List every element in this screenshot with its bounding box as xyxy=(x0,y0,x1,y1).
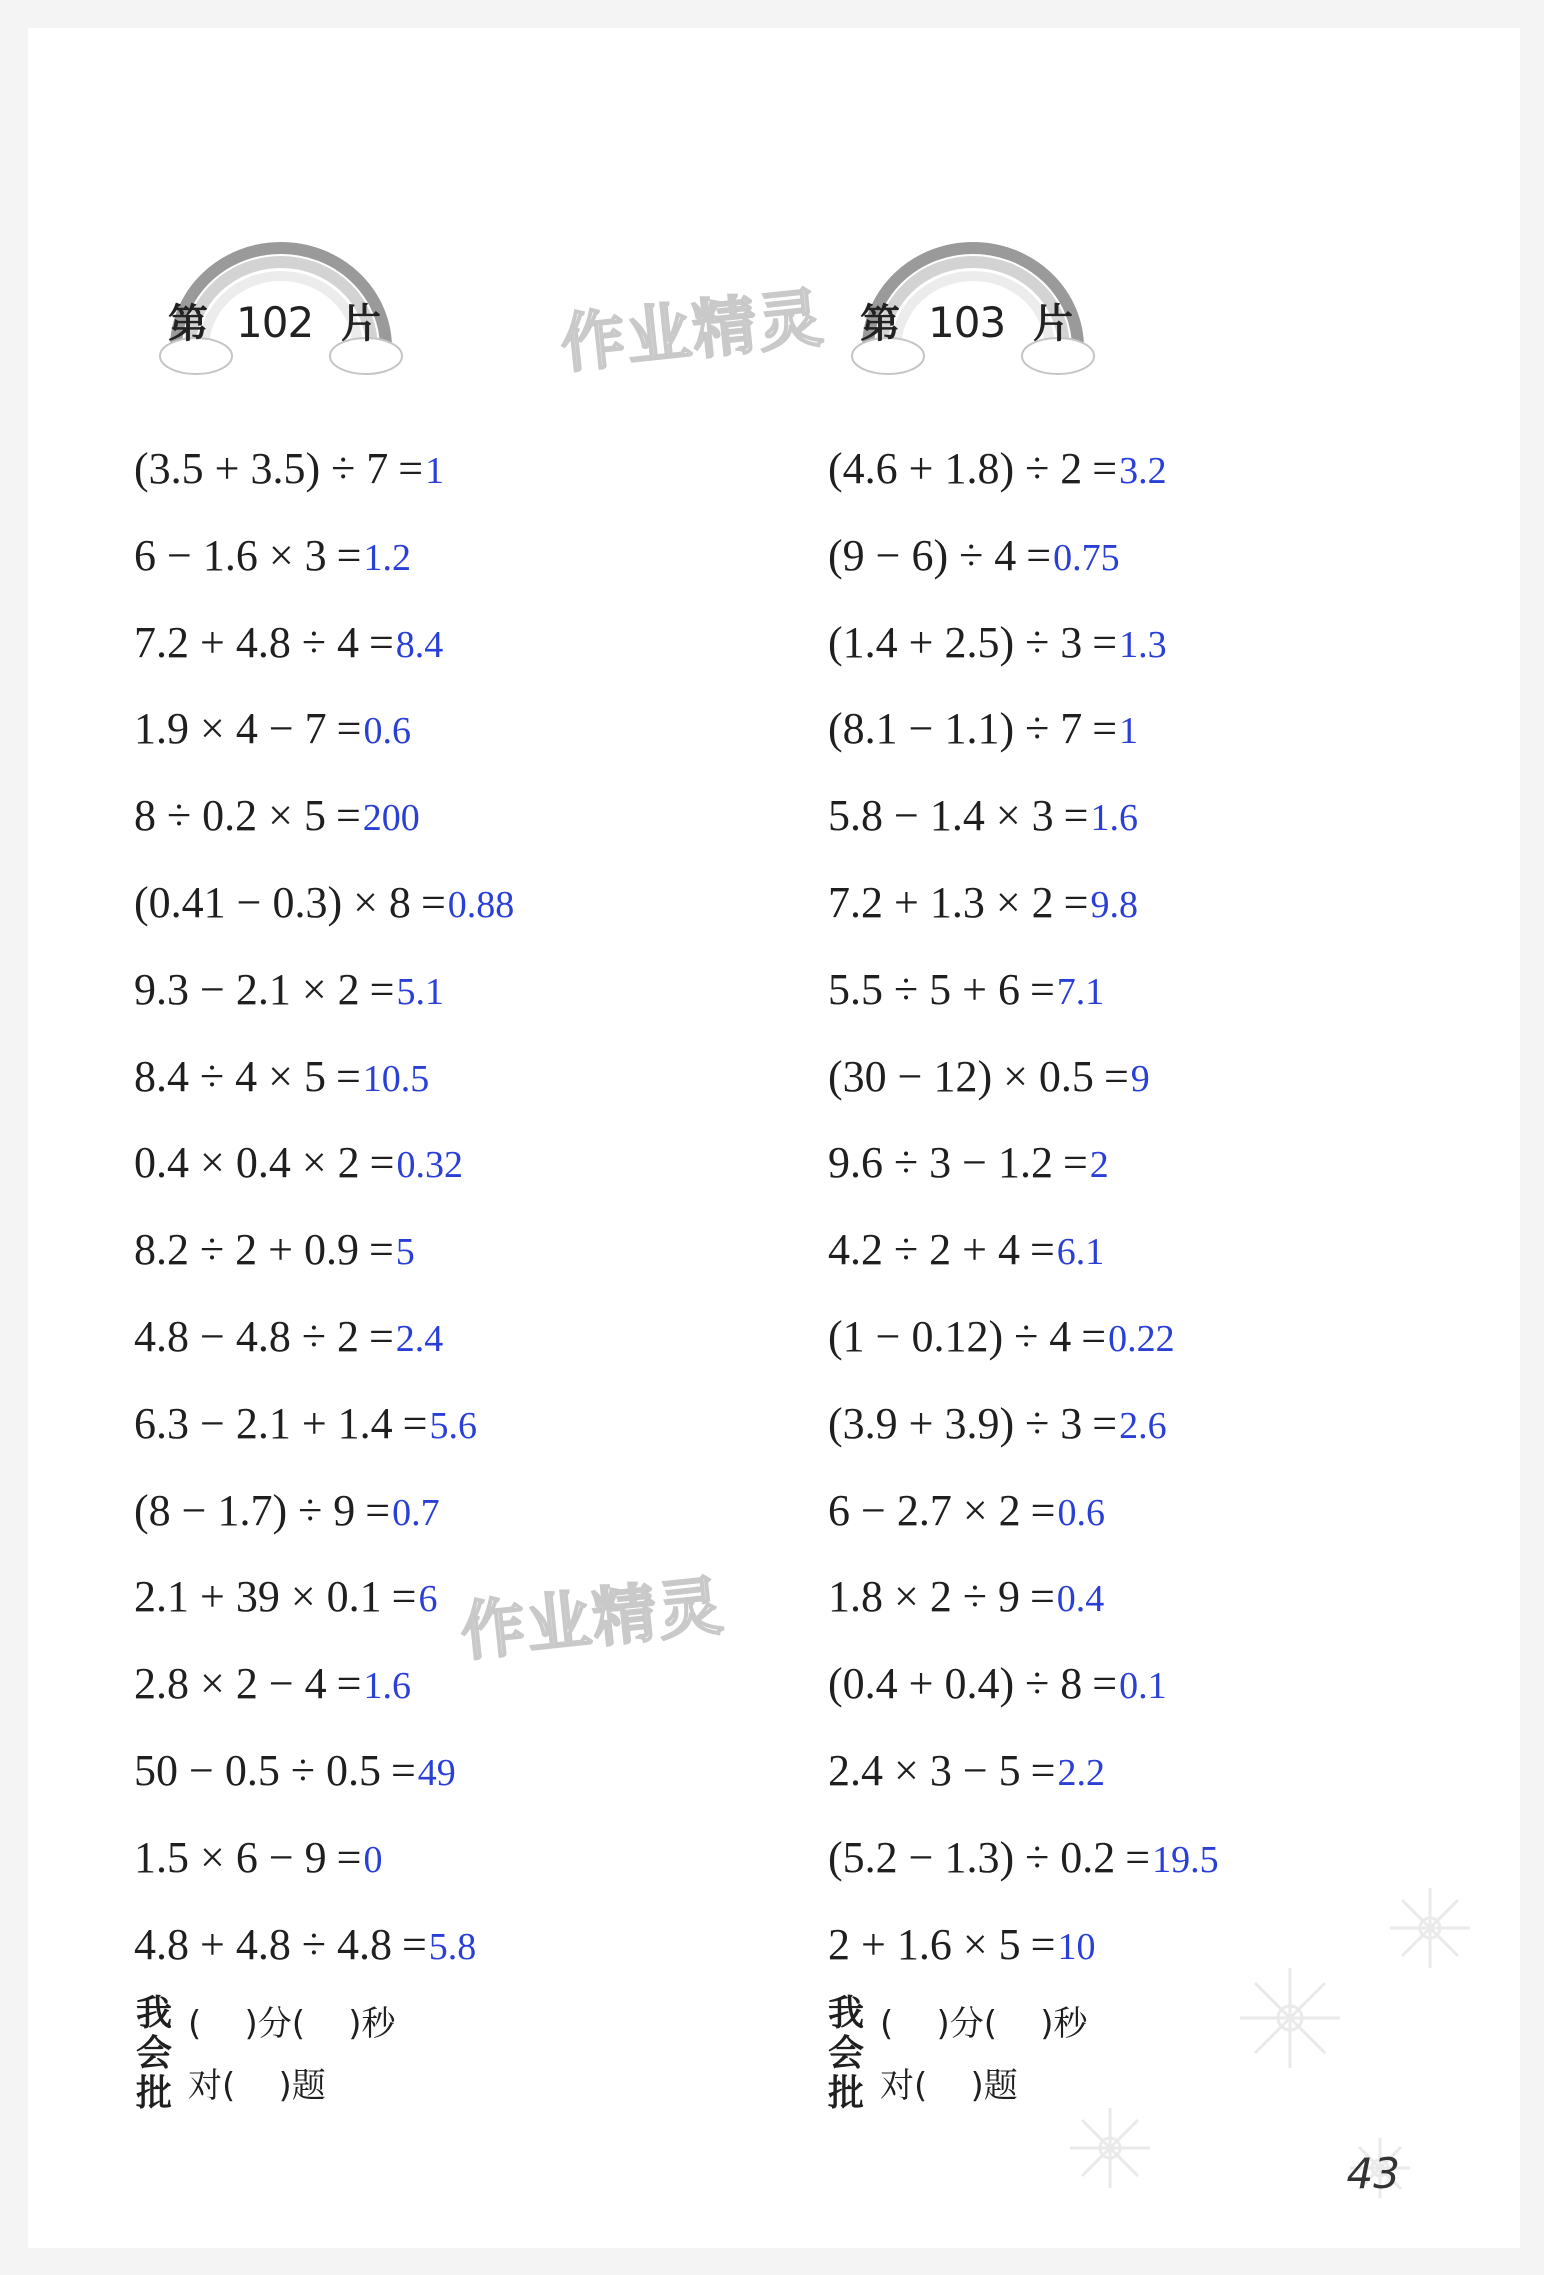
exercise-row xyxy=(828,1728,1219,1815)
equals-sign: = xyxy=(1103,1051,1129,1101)
exercise-row xyxy=(828,513,1219,600)
expression: (3.9 + 3.9) ÷ 3 xyxy=(828,1398,1083,1448)
exercise-row xyxy=(134,1902,514,1989)
review-label-char: 我 xyxy=(828,1993,865,2034)
page-number: 43 xyxy=(1346,2149,1400,2198)
review-label-char: 批 xyxy=(828,2073,865,2114)
equals-sign: = xyxy=(1092,1398,1118,1448)
answer: 2.4 xyxy=(395,1317,444,1360)
answer: 9.8 xyxy=(1090,883,1138,926)
exercise-row xyxy=(134,1207,514,1294)
answer: 5 xyxy=(395,1231,415,1274)
exercise-row xyxy=(828,600,1219,687)
answer: 9 xyxy=(1130,1057,1150,1100)
correct-count-field: 对( )题 xyxy=(188,2066,326,2106)
answer: 10 xyxy=(1057,1925,1096,1968)
equals-sign: = xyxy=(1092,1659,1118,1709)
equals-sign: = xyxy=(390,1745,416,1795)
exercise-number: 103 xyxy=(928,298,1006,347)
exercise-row xyxy=(134,947,514,1034)
expression: (1.4 + 2.5) ÷ 3 xyxy=(828,617,1083,667)
expression: 2.4 × 3 − 5 xyxy=(828,1745,1021,1795)
review-label-char: 我 xyxy=(136,1993,173,2034)
answer: 1.3 xyxy=(1119,623,1167,666)
answer: 0.75 xyxy=(1053,536,1120,579)
exercise-row xyxy=(134,1728,514,1815)
review-label-char: 批 xyxy=(136,2073,173,2114)
header-prefix: 第 xyxy=(168,301,208,347)
equals-sign: = xyxy=(336,530,362,580)
answer: 5.8 xyxy=(428,1925,477,1968)
equals-sign: = xyxy=(1063,877,1089,927)
exercise-row xyxy=(828,860,1219,947)
equals-sign: = xyxy=(420,877,446,927)
expression: 1.9 × 4 − 7 xyxy=(134,704,327,754)
exercise-row xyxy=(828,426,1219,513)
answer: 2 xyxy=(1089,1144,1109,1187)
exercise-row xyxy=(828,1381,1219,1468)
answer: 1 xyxy=(425,450,445,492)
exercise-number: 102 xyxy=(236,298,314,347)
exercise-row xyxy=(134,1468,514,1555)
expression: 9.6 ÷ 3 − 1.2 xyxy=(828,1138,1053,1188)
expression: (1 − 0.12) ÷ 4 xyxy=(828,1311,1072,1361)
equals-sign: = xyxy=(1029,964,1055,1014)
equals-sign: = xyxy=(1092,704,1118,754)
correct-count-field: 对( )题 xyxy=(880,2066,1018,2106)
equals-sign: = xyxy=(1030,1485,1056,1535)
header-prefix: 第 xyxy=(860,301,900,347)
expression: 2.8 × 2 − 4 xyxy=(134,1659,327,1709)
answer: 0.22 xyxy=(1108,1317,1175,1360)
answer: 0.4 xyxy=(1056,1578,1105,1621)
equals-sign: = xyxy=(1062,1138,1088,1188)
answer: 5.1 xyxy=(396,970,444,1013)
answer: 7.1 xyxy=(1056,970,1105,1013)
answer: 0.1 xyxy=(1119,1665,1167,1708)
exercise-row xyxy=(828,1554,1219,1641)
equals-sign: = xyxy=(369,964,395,1014)
exercise-row xyxy=(134,860,514,947)
expression: (5.2 − 1.3) ÷ 0.2 xyxy=(828,1832,1116,1882)
expression: 8.2 ÷ 2 + 0.9 xyxy=(134,1225,359,1275)
equals-sign: = xyxy=(401,1919,427,1969)
equals-sign: = xyxy=(1092,617,1118,667)
review-label-char: 会 xyxy=(828,2033,865,2074)
expression: 4.8 + 4.8 ÷ 4.8 xyxy=(134,1919,392,1969)
answer: 1.6 xyxy=(363,1665,411,1708)
answer: 3.2 xyxy=(1119,450,1167,492)
expression: 5.5 ÷ 5 + 6 xyxy=(828,964,1020,1014)
watermark-top: 作业精灵 xyxy=(557,281,828,383)
expression: 8.4 ÷ 4 × 5 xyxy=(134,1051,326,1101)
expression: (0.41 − 0.3) × 8 xyxy=(134,877,411,927)
answer: 8.4 xyxy=(395,623,444,666)
answer: 0.6 xyxy=(1057,1491,1105,1534)
expression: 6.3 − 2.1 + 1.4 xyxy=(134,1398,393,1448)
expression: 7.2 + 4.8 ÷ 4 xyxy=(134,617,359,667)
answer: 200 xyxy=(362,797,420,840)
header-suffix: 片 xyxy=(1033,301,1074,347)
expression: (8 − 1.7) ÷ 9 xyxy=(134,1485,356,1535)
answer: 5.6 xyxy=(429,1404,477,1447)
review-label xyxy=(828,1994,868,2114)
answer: 6.1 xyxy=(1056,1231,1105,1274)
exercise-row xyxy=(134,1294,514,1381)
equals-sign: = xyxy=(365,1485,391,1535)
exercise-row xyxy=(134,1034,514,1121)
equals-sign: = xyxy=(368,617,394,667)
equals-sign: = xyxy=(1026,530,1052,580)
exercise-row xyxy=(828,686,1219,773)
exercise-row xyxy=(828,947,1219,1034)
expression: (30 − 12) × 0.5 xyxy=(828,1051,1094,1101)
expression: 50 − 0.5 ÷ 0.5 xyxy=(134,1745,381,1795)
answer: 10.5 xyxy=(362,1057,430,1100)
answer: 0 xyxy=(363,1838,383,1881)
exercise-row xyxy=(134,1120,514,1207)
exercise-row xyxy=(134,686,514,773)
expression: 2 + 1.6 × 5 xyxy=(828,1919,1021,1969)
exercise-row xyxy=(134,426,514,513)
exercise-row xyxy=(134,600,514,687)
equals-sign: = xyxy=(1092,444,1118,493)
exercise-row xyxy=(134,1815,514,1902)
equals-sign: = xyxy=(368,1225,394,1275)
equals-sign: = xyxy=(398,444,424,493)
equals-sign: = xyxy=(336,1659,362,1709)
equals-sign: = xyxy=(368,1311,394,1361)
answer: 6 xyxy=(418,1578,438,1621)
flower-decoration xyxy=(960,1868,1520,2248)
expression: 4.8 − 4.8 ÷ 2 xyxy=(134,1311,359,1361)
equals-sign: = xyxy=(1030,1745,1056,1795)
exercise-row xyxy=(828,1120,1219,1207)
answer: 0.7 xyxy=(392,1491,440,1534)
answer: 19.5 xyxy=(1152,1838,1219,1881)
exercise-row xyxy=(828,1207,1219,1294)
equals-sign: = xyxy=(1029,1572,1055,1622)
answer: 0.32 xyxy=(396,1144,463,1187)
exercise-row xyxy=(134,1641,514,1728)
equals-sign: = xyxy=(1030,1919,1056,1969)
equals-sign: = xyxy=(336,1832,362,1882)
expression: 9.3 − 2.1 × 2 xyxy=(134,964,360,1014)
exercise-row xyxy=(134,1381,514,1468)
expression: (3.5 + 3.5) ÷ 7 xyxy=(134,444,389,493)
expression: 5.8 − 1.4 × 3 xyxy=(828,791,1054,841)
header-left xyxy=(168,298,382,347)
header-right xyxy=(860,298,1074,347)
exercise-row xyxy=(134,513,514,600)
workbook-page xyxy=(28,28,1520,2248)
equals-sign: = xyxy=(391,1572,417,1622)
equals-sign: = xyxy=(1063,791,1089,841)
time-field: ( )分( )秒 xyxy=(188,2004,396,2044)
equals-sign: = xyxy=(402,1398,428,1448)
answer: 49 xyxy=(417,1751,456,1794)
review-label xyxy=(136,1994,176,2114)
expression: 0.4 × 0.4 × 2 xyxy=(134,1138,360,1188)
exercise-row xyxy=(828,1034,1219,1121)
expression: 6 − 1.6 × 3 xyxy=(134,530,327,580)
expression: 1.5 × 6 − 9 xyxy=(134,1832,327,1882)
answer: 0.88 xyxy=(447,883,515,926)
equals-sign: = xyxy=(336,704,362,754)
exercise-row xyxy=(828,1468,1219,1555)
expression: 2.1 + 39 × 0.1 xyxy=(134,1572,382,1622)
exercise-column-right xyxy=(828,426,1219,1988)
expression: 6 − 2.7 × 2 xyxy=(828,1485,1021,1535)
watermark-middle: 作业精灵 xyxy=(457,1569,728,1671)
answer: 2.6 xyxy=(1119,1404,1167,1447)
equals-sign: = xyxy=(1029,1225,1055,1275)
answer: 1.6 xyxy=(1090,797,1138,840)
exercise-row xyxy=(828,1641,1219,1728)
exercise-row xyxy=(134,773,514,860)
expression: 1.8 × 2 ÷ 9 xyxy=(828,1572,1020,1622)
equals-sign: = xyxy=(1081,1311,1107,1361)
equals-sign: = xyxy=(369,1138,395,1188)
expression: 7.2 + 1.3 × 2 xyxy=(828,877,1054,927)
expression: (4.6 + 1.8) ÷ 2 xyxy=(828,444,1083,493)
expression: 4.2 ÷ 2 + 4 xyxy=(828,1225,1020,1275)
equals-sign: = xyxy=(335,791,361,841)
equals-sign: = xyxy=(335,1051,361,1101)
review-label-char: 会 xyxy=(136,2033,173,2074)
exercise-row xyxy=(828,773,1219,860)
answer: 0.6 xyxy=(363,710,411,753)
expression: (0.4 + 0.4) ÷ 8 xyxy=(828,1659,1083,1709)
expression: (9 − 6) ÷ 4 xyxy=(828,530,1017,580)
header-suffix: 片 xyxy=(341,301,382,347)
exercise-row xyxy=(828,1294,1219,1381)
expression: (8.1 − 1.1) ÷ 7 xyxy=(828,704,1083,754)
time-field: ( )分( )秒 xyxy=(880,2004,1088,2044)
equals-sign: = xyxy=(1125,1832,1151,1882)
answer: 2.2 xyxy=(1057,1751,1105,1794)
answer: 1 xyxy=(1119,710,1139,753)
answer: 1.2 xyxy=(363,536,411,579)
exercise-row xyxy=(134,1554,514,1641)
exercise-column-left xyxy=(134,426,514,1988)
expression: 8 ÷ 0.2 × 5 xyxy=(134,791,326,841)
